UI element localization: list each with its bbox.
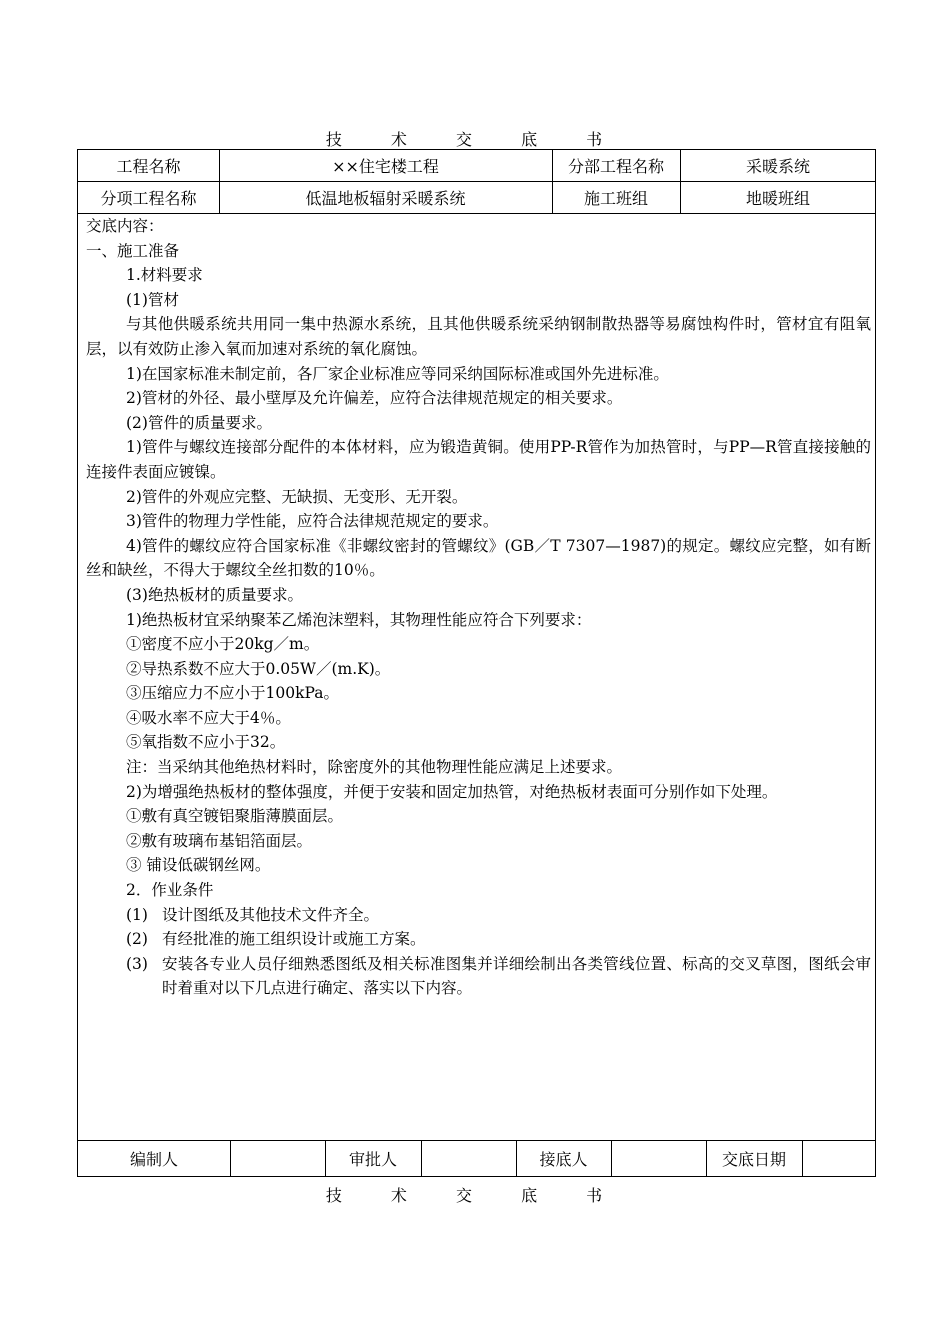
condition-number: (2): [126, 930, 148, 949]
disclosure-table: [77, 149, 876, 1177]
compiler-field[interactable]: [230, 1140, 325, 1177]
paragraph: 1)管件与螺纹连接部分配件的本体材料，应为锻造黄铜。使用PP-R管作为加热管时，与PP—R管直接接触的连接件表面应镀镍。: [86, 438, 871, 481]
list-item: ①密度不应小于20kg／m。: [126, 635, 320, 654]
list-item: ②敷有玻璃布基铝箔面层。: [126, 831, 313, 850]
sub-heading: (1)管材: [126, 290, 179, 309]
team-value: 地暖班组: [745, 188, 810, 208]
item-heading: 2．作业条件: [126, 881, 214, 900]
sub-heading: (3)绝热板材的质量要求。: [126, 585, 303, 604]
project-name-value: ××住宅楼工程: [332, 157, 439, 176]
subitem-value: 低温地板辐射采暖系统: [305, 188, 466, 208]
sub-heading: (2)管件的质量要求。: [126, 413, 272, 432]
compiler-label: 编制人: [129, 1150, 178, 1169]
condition-number: (1): [126, 905, 148, 924]
paragraph: 2)为增强绝热板材的整体强度，并便于安装和固定加热管，对绝热板材表面可分别作如下处理。: [126, 782, 778, 801]
condition-text: 设计图纸及其他技术文件齐全。: [162, 905, 380, 924]
paragraph: 2)管材的外径、最小壁厚及允许偏差，应符合法律规范规定的相关要求。: [126, 389, 623, 408]
approver-label: 审批人: [348, 1150, 397, 1169]
paragraph: 与其他供暖系统共用同一集中热源水系统，且其他供暖系统采纳钢制散热器等易腐蚀构件时，管材宜有阻氧层，以有效防止渗入氧而加速对系统的氧化腐蚀。: [86, 315, 871, 358]
condition-item: [86, 927, 871, 952]
division-label: 分部工程名称: [567, 157, 664, 176]
list-item: ③ 铺设低碳钢丝网。: [126, 856, 271, 875]
list-item: ⑤氧指数不应小于32。: [126, 733, 286, 752]
paragraph: 1)绝热板材宜采纳聚苯乙烯泡沫塑料，其物理性能应符合下列要求：: [126, 610, 592, 629]
list-item: ③压缩应力不应小于100kPa。: [126, 684, 339, 703]
team-label: 施工班组: [583, 188, 648, 208]
date-field[interactable]: [802, 1140, 876, 1177]
date-label: 交底日期: [721, 1150, 786, 1169]
content-intro: 交底内容：: [86, 217, 164, 235]
disclosure-content: [86, 214, 871, 1001]
list-item: ①敷有真空镀铝聚脂薄膜面层。: [126, 807, 344, 826]
paragraph: 4)管件的螺纹应符合国家标准《非螺纹密封的管螺纹》(GB／T 7307—1987)的规定。螺纹应完整，如有断丝和缺丝，不得大于螺纹全丝扣数的10％。: [86, 536, 871, 580]
document-title-footer: 技 术 交 底 书: [325, 1186, 625, 1205]
paragraph: 2)管件的外观应完整、无缺损、无变形、无开裂。: [126, 487, 468, 506]
division-value: 采暖系统: [745, 157, 810, 176]
condition-item: [86, 903, 871, 928]
condition-item: [86, 952, 871, 1001]
section-heading: 一、施工准备: [86, 241, 180, 260]
project-name-label: 工程名称: [116, 157, 181, 176]
item-heading: 1.材料要求: [126, 266, 203, 285]
receiver-label: 接底人: [539, 1150, 588, 1169]
approver-field[interactable]: [421, 1140, 516, 1177]
paragraph: 1)在国家标准未制定前，各厂家企业标准应等同采纳国际标准或国外先进标准。: [126, 364, 669, 383]
list-item: ④吸水率不应大于4％。: [126, 708, 291, 727]
receiver-field[interactable]: [611, 1140, 706, 1177]
condition-text: 有经批准的施工组织设计或施工方案。: [162, 930, 426, 949]
condition-text: 安装各专业人员仔细熟悉图纸及相关标准图集并详细绘制出各类管线位置、标高的交叉草图，图纸会审时着重对以下几点进行确定、落实以下内容。: [162, 954, 871, 998]
subitem-label: 分项工程名称: [100, 188, 197, 208]
list-item: ②导热系数不应大于0.05W／(m.K)。: [126, 659, 391, 678]
paragraph: 3)管件的物理力学性能，应符合法律规范规定的要求。: [126, 512, 499, 531]
note: 注：当采纳其他绝热材料时，除密度外的其他物理性能应满足上述要求。: [126, 758, 623, 777]
document-title: 技 术 交 底 书: [325, 130, 625, 149]
condition-number: (3): [126, 954, 148, 973]
